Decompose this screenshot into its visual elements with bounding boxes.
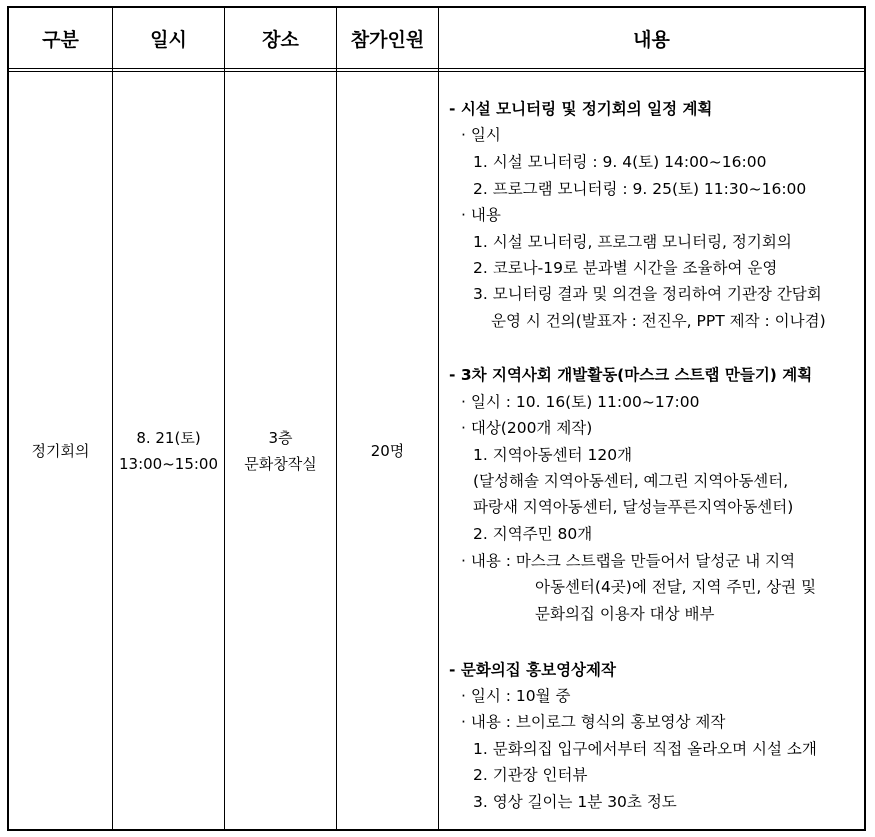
list-item: 2. 프로그램 모니터링 : 9. 25(토) 11:30~16:00: [473, 180, 807, 198]
list-item: 2. 코로나-19로 분과별 시간을 조율하여 운영: [473, 259, 778, 277]
list-item: 3. 모니터링 결과 및 의견을 정리하여 기관장 간담회: [473, 285, 822, 303]
list-item: 2. 기관장 인터뷰: [473, 766, 588, 784]
header-content: 내용: [633, 28, 670, 51]
bullet-line: · 대상(200개 제작): [461, 419, 593, 437]
cell-content: [439, 72, 864, 829]
list-item: 2. 지역주민 80개: [473, 525, 593, 543]
section-title: - 문화의집 홍보영상제작: [449, 661, 616, 679]
list-item-detail: (달성해솔 지역아동센터, 예그린 지역아동센터,: [473, 472, 789, 490]
bullet-line-continued: 문화의집 이용자 대상 배부: [535, 605, 715, 623]
cell-category: [9, 72, 112, 829]
participants-text: 20명: [370, 441, 405, 460]
cell-participants: [337, 72, 438, 829]
bullet-line: · 내용 : 마스크 스트랩을 만들어서 달성군 내 지역: [461, 552, 796, 570]
schedule-table: [7, 6, 866, 831]
time-text: 13:00~15:00: [118, 454, 219, 473]
category-text: 정기회의: [31, 441, 90, 460]
bullet-line: · 일시: [461, 126, 501, 144]
bullet-line: · 일시 : 10. 16(토) 11:00~17:00: [461, 393, 700, 411]
list-item-continued: 운영 시 건의(발표자 : 전진우, PPT 제작 : 이나겸): [491, 312, 826, 330]
cell-datetime: [113, 72, 224, 829]
list-item: 1. 시설 모니터링 : 9. 4(토) 14:00~16:00: [473, 153, 767, 171]
bullet-line: · 내용: [461, 206, 501, 224]
bullet-line: · 일시 : 10월 중: [461, 687, 571, 705]
section-title: - 시설 모니터링 및 정기회의 일정 계획: [449, 100, 713, 118]
header-place: 장소: [262, 28, 299, 51]
floor-text: 3층: [268, 428, 293, 447]
room-text: 문화창작실: [244, 454, 317, 473]
header-datetime: 일시: [150, 28, 187, 51]
bullet-line: · 내용 : 브이로그 형식의 홍보영상 제작: [461, 713, 726, 731]
bullet-line-continued: 아동센터(4곳)에 전달, 지역 주민, 상권 및: [535, 578, 817, 596]
header-participants: 참가인원: [350, 28, 425, 51]
date-text: 8. 21(토): [136, 428, 201, 447]
list-item: 1. 시설 모니터링, 프로그램 모니터링, 정기회의: [473, 233, 792, 251]
list-item: 3. 영상 길이는 1분 30초 정도: [473, 793, 677, 811]
list-item-detail: 파랑새 지역아동센터, 달성늘푸른지역아동센터): [473, 498, 794, 516]
cell-place: [225, 72, 336, 829]
list-item: 1. 지역아동센터 120개: [473, 446, 633, 464]
list-item: 1. 문화의집 입구에서부터 직접 올라오며 시설 소개: [473, 740, 817, 758]
section-title: - 3차 지역사회 개발활동(마스크 스트랩 만들기) 계획: [449, 366, 813, 384]
header-category: 구분: [42, 28, 79, 51]
